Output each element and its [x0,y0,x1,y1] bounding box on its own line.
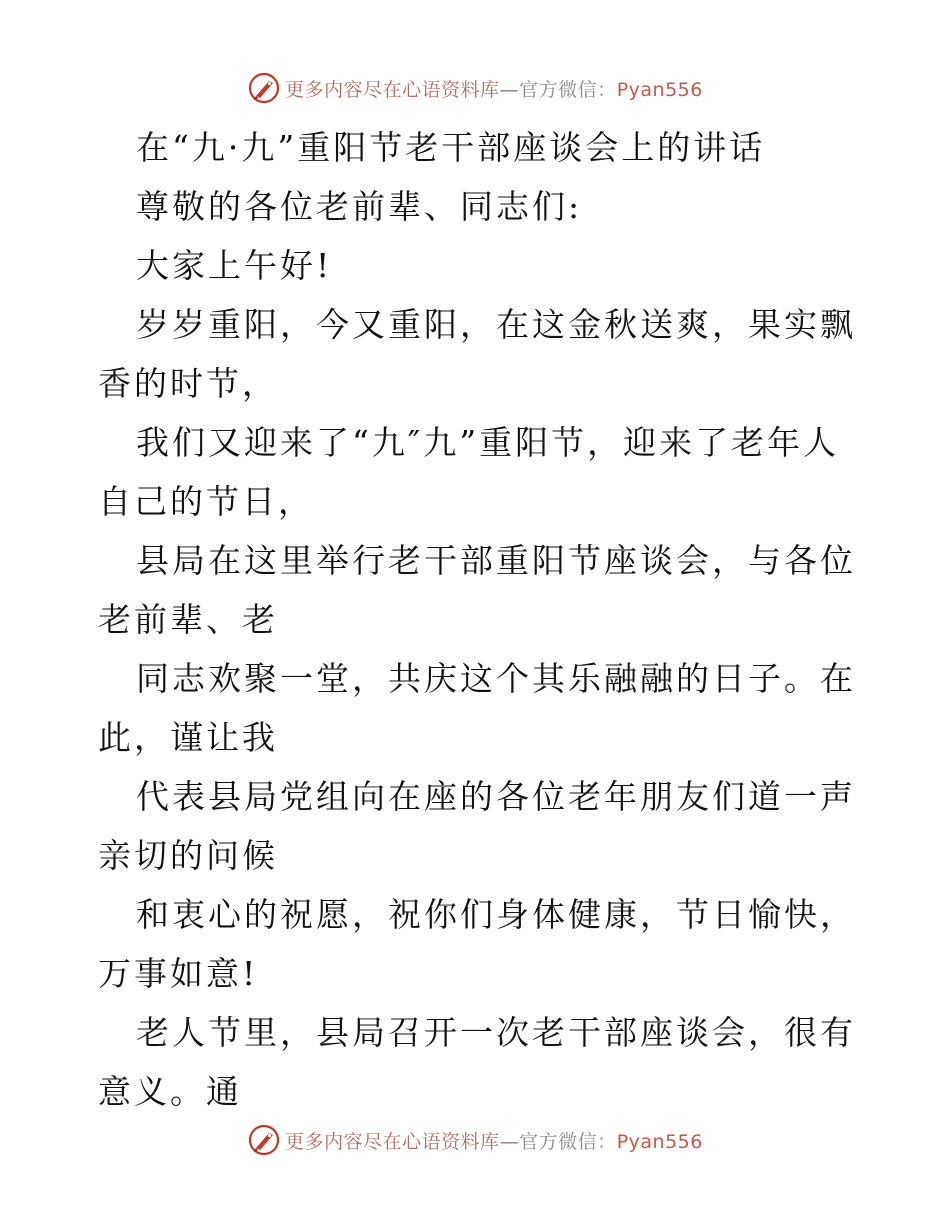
paragraph-line: 老人节里，县局召开一次老干部座谈会，很有意义。通 [98,1013,856,1111]
watermark-site-text: 更多内容尽在心语资料库 [285,78,500,101]
paragraph-line: 代表县局党组向在座的各位老年朋友们道一声亲切的问候 [98,777,856,875]
watermark-dash: — [499,78,520,101]
paragraph-line: 岁岁重阳，今又重阳，在这金秋送爽，果实飘香的时节， [98,305,856,403]
watermark-wechat-id: Pyan556 [616,1130,703,1153]
pen-nib-logo-icon [247,1123,281,1157]
watermark-wechat-id: Pyan556 [616,78,703,101]
watermark-dash: — [499,1130,520,1153]
watermark-wechat-label: 官方微信： [519,1130,617,1153]
watermark-text [285,1127,703,1154]
paragraph-line: 县局在这里举行老干部重阳节座谈会，与各位老前辈、老 [98,541,856,639]
paragraph-line: 我们又迎来了“九″九”重阳节，迎来了老年人自己的节日， [98,423,840,521]
document-title-line: 在“九·九”重阳节老干部座谈会上的讲话 [136,128,766,167]
greeting-line: 大家上午好! [136,246,333,285]
footer-watermark-banner [0,1120,950,1160]
pen-nib-logo-icon [247,71,281,105]
watermark-site-text: 更多内容尽在心语资料库 [285,1130,500,1153]
salutation-line: 尊敬的各位老前辈、同志们: [136,187,583,226]
paragraph-line: 和衷心的祝愿，祝你们身体健康，节日愉快，万事如意! [98,895,856,993]
watermark-wechat-label: 官方微信： [519,78,617,101]
paragraph-line: 同志欢聚一堂，共庆这个其乐融融的日子。在此，谨让我 [98,659,856,757]
watermark-text [285,75,703,102]
header-watermark-banner [0,68,950,108]
document-body [98,118,858,1121]
